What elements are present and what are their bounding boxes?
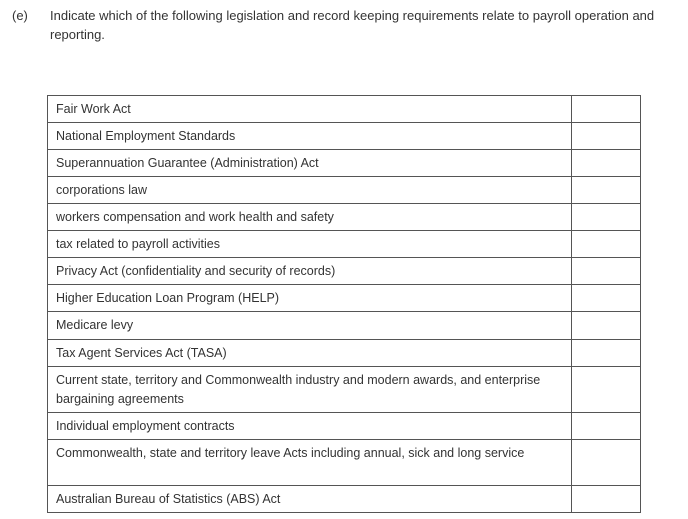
- row-label: Higher Education Loan Program (HELP): [48, 285, 572, 312]
- row-label: Commonwealth, state and territory leave Acts including annual, sick and long service: [48, 440, 572, 486]
- table-row: [48, 231, 641, 258]
- question-text: Indicate which of the following legislation and record keeping requirements relate to payroll operation and reporting.: [50, 8, 655, 42]
- row-label: National Employment Standards: [48, 123, 572, 150]
- answer-cell[interactable]: [572, 96, 641, 123]
- answer-cell[interactable]: [572, 150, 641, 177]
- row-label: corporations law: [48, 177, 572, 204]
- table-row: [48, 204, 641, 231]
- row-label: Superannuation Guarantee (Administration) Act: [48, 150, 572, 177]
- table-row: [48, 177, 641, 204]
- answer-cell[interactable]: [572, 285, 641, 312]
- table-row: [48, 340, 641, 367]
- requirements-table: [47, 95, 641, 513]
- row-label: Australian Bureau of Statistics (ABS) Act: [48, 486, 572, 513]
- table-row: [48, 285, 641, 312]
- table-row: [48, 312, 641, 340]
- question-marker: (e): [12, 8, 28, 23]
- answer-cell[interactable]: [572, 312, 641, 340]
- table-row: [48, 440, 641, 486]
- table-row: [48, 96, 641, 123]
- row-label: workers compensation and work health and safety: [48, 204, 572, 231]
- answer-cell[interactable]: [572, 204, 641, 231]
- answer-cell[interactable]: [572, 123, 641, 150]
- row-label: Tax Agent Services Act (TASA): [48, 340, 572, 367]
- row-label: Fair Work Act: [48, 96, 572, 123]
- answer-cell[interactable]: [572, 413, 641, 440]
- answer-cell[interactable]: [572, 340, 641, 367]
- table-row: [48, 150, 641, 177]
- row-label: Individual employment contracts: [48, 413, 572, 440]
- answer-cell[interactable]: [572, 367, 641, 413]
- answer-cell[interactable]: [572, 177, 641, 204]
- row-label: tax related to payroll activities: [48, 231, 572, 258]
- answer-cell[interactable]: [572, 258, 641, 285]
- table-row: [48, 367, 641, 413]
- row-label: Privacy Act (confidentiality and security of records): [48, 258, 572, 285]
- table-row: [48, 413, 641, 440]
- row-label: Medicare levy: [48, 312, 572, 340]
- table-row: [48, 486, 641, 513]
- answer-cell[interactable]: [572, 440, 641, 486]
- table-row: [48, 258, 641, 285]
- answer-cell[interactable]: [572, 231, 641, 258]
- answer-cell[interactable]: [572, 486, 641, 513]
- row-label: Current state, territory and Commonwealth industry and modern awards, and enterprise bargaining agreements: [48, 367, 572, 413]
- table-row: [48, 123, 641, 150]
